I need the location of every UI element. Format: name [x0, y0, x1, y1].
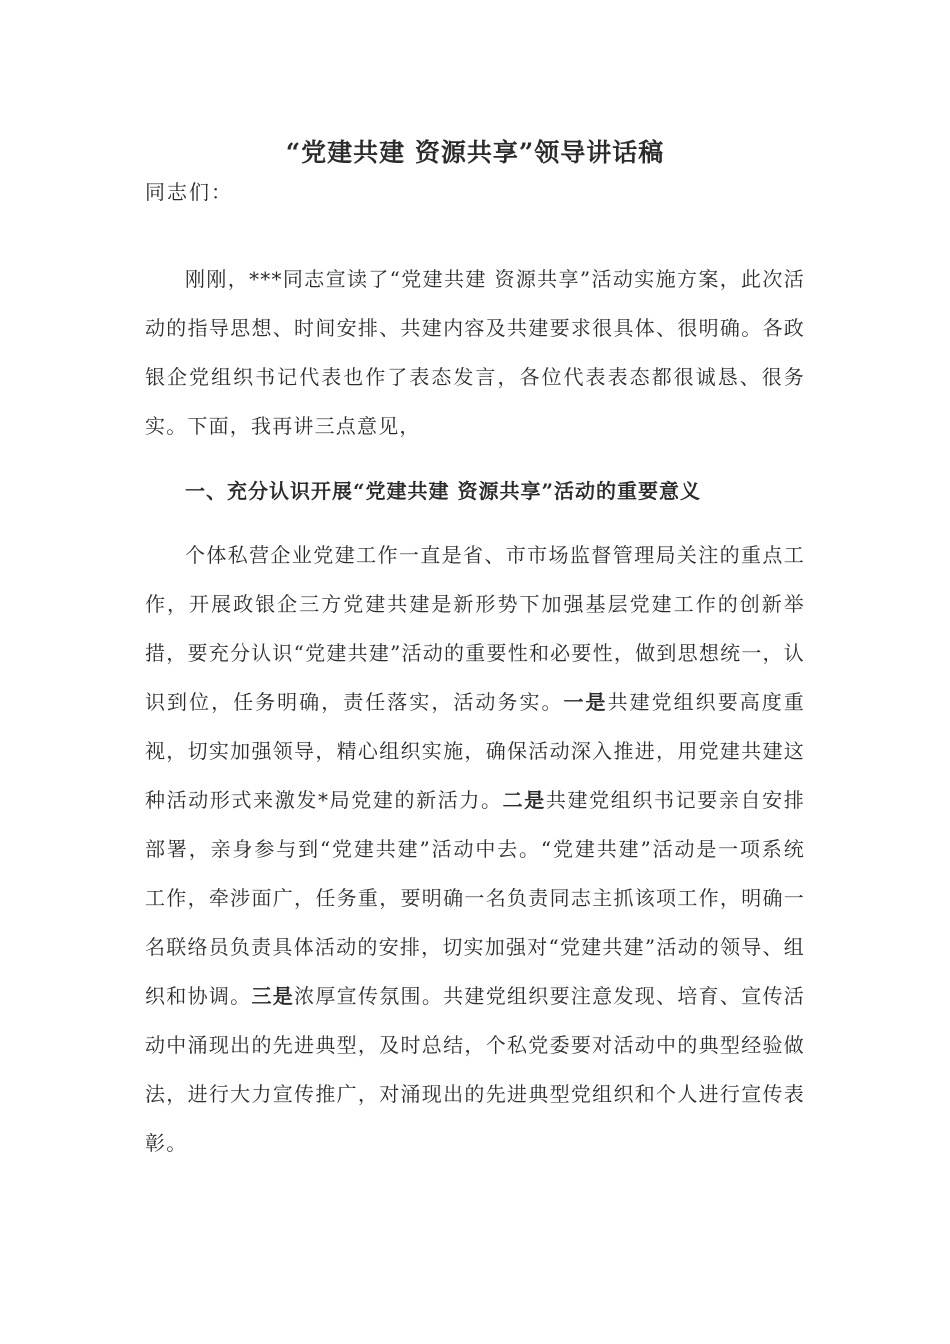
emphasis-first: 一是 — [563, 690, 608, 714]
paragraph-significance — [145, 531, 805, 1168]
emphasis-third: 三是 — [251, 984, 295, 1008]
salutation: 同志们： — [145, 180, 233, 204]
paragraph-opening: 刚刚，***同志宣读了“党建共建 资源共享”活动实施方案，此次活动的指导思想、时间安排、共建内容及共建要求很具体、很明确。各政银企党组织书记代表也作了表态发言，各位代表表态都很诚恳、很务实。下面，我再讲三点意见， — [145, 267, 805, 438]
document-title: “党建共建 资源共享”领导讲话稿 — [285, 138, 665, 167]
paragraph-text: 共建党组织要高度重视，切实加强领导，精心组织实施，确保活动深入推进，用党建共建这种活动形式来激发*局党建的新活力。 — [145, 690, 805, 812]
paragraph-text: 浓厚宣传氛围。共建党组织要注意发现、培育、宣传活动中涌现出的先进典型，及时总结，个私党委要对活动中的典型经验做法，进行大力宣传推广，对涌现出的先进典型党组织和个人进行宣传表彰。 — [145, 984, 805, 1155]
section-heading-1: 一、充分认识开展“党建共建 资源共享”活动的重要意义 — [185, 479, 701, 503]
paragraph-text: 个体私营企业党建工作一直是省、市市场监督管理局关注的重点工作，开展政银企三方党建共建是新形势下加强基层党建工作的创新举措，要充分认识“党建共建”活动的重要性和必要性，做到思想统一，认识到位，任务明确，责任落实，活动务实。 — [145, 543, 805, 714]
emphasis-second: 二是 — [502, 788, 546, 812]
paragraph-text: 共建党组织书记要亲自安排部署，亲身参与到“党建共建”活动中去。“党建共建”活动是一项系统工作，牵涉面广，任务重，要明确一名负责同志主抓该项工作，明确一名联络员负责具体活动的安排，切实加强对“党建共建”活动的领导、组织和协调。 — [145, 788, 806, 1008]
